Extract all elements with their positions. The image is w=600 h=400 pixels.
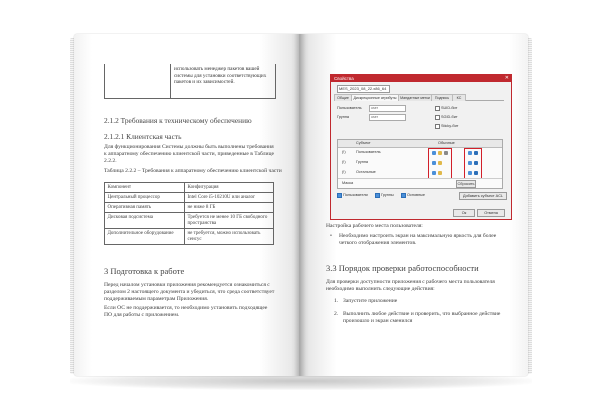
sgid-checkbox[interactable]	[435, 115, 440, 120]
subject-mark: (!)	[342, 170, 346, 174]
table-caption: Таблица 2.2.2 – Требования к аппаратному обеспечению клиентской части	[104, 168, 282, 174]
ok-button[interactable]: Ок	[453, 209, 475, 217]
legend-users-label: Пользователи	[343, 192, 368, 197]
group-select[interactable]: user	[369, 114, 406, 121]
table-cell: Требуется не менее 10 ГБ свободного пространства	[185, 213, 274, 229]
list-item	[334, 311, 510, 325]
add-acl-subject-button[interactable]: Добавить субъект ACL	[459, 192, 507, 200]
grid-row-mask	[338, 178, 502, 188]
step-number: 2.	[334, 310, 339, 317]
tab-discretionary[interactable]: Дискреционные атрибуты	[351, 94, 399, 101]
subject-name: Группа	[356, 160, 369, 164]
top-box-left-cell	[104, 64, 171, 99]
legend-main-label: Основные	[407, 192, 426, 197]
path-field[interactable]: MES_2023_08_22.x86_64	[337, 85, 390, 93]
subject-mark: (!)	[342, 160, 346, 164]
subject-name: Пользователь	[356, 150, 381, 154]
owner-select[interactable]: user	[369, 105, 406, 112]
suid-label: SUID-бит	[441, 105, 458, 110]
tab-mandatory[interactable]: Мандатные метки	[398, 94, 432, 101]
table-cell: не ниже 8 ГБ	[185, 203, 274, 213]
list-item-text: Запустите приложение	[343, 298, 398, 304]
close-icon[interactable]: ✕	[504, 75, 509, 81]
grid-header-subject: Субъект	[356, 141, 371, 145]
table-cell: Дисковая подсистема	[105, 213, 185, 229]
requirements-table	[104, 182, 274, 245]
sgid-label: SGID-бит	[441, 114, 458, 119]
table-header-cell: Компонент	[105, 183, 185, 193]
book-spine	[294, 34, 306, 376]
table-row	[105, 213, 274, 229]
group-label: Группа	[337, 115, 350, 119]
table-row	[105, 203, 274, 213]
highlight-acl-column	[464, 148, 482, 179]
reset-button[interactable]: Сбросить	[457, 181, 475, 186]
dialog-title-bar	[331, 75, 511, 82]
table-row	[105, 193, 274, 203]
list-item	[334, 298, 510, 305]
list-item	[330, 233, 510, 247]
subject-name: Остальные	[356, 170, 376, 174]
legend-groups-icon	[375, 193, 380, 198]
heading-3: 3 Подготовка к работе	[104, 266, 185, 276]
sticky-label: Sticky-бит	[441, 123, 459, 128]
table-header-row	[105, 183, 274, 193]
grid-header	[338, 140, 502, 148]
permissions-grid	[337, 139, 503, 189]
table-row	[105, 229, 274, 245]
list-item-text: Выполнить любое действие и проверить, что выбранное действие произошло и экран сменился	[343, 310, 501, 324]
figure-caption: Настройка рабочего места пользователя:	[326, 223, 423, 229]
legend-groups-label: Группы	[381, 192, 394, 197]
grid-header-regular: Обычные	[438, 141, 455, 145]
suid-checkbox[interactable]	[435, 106, 440, 111]
steps-list	[334, 298, 510, 325]
tab-ks[interactable]: КС	[452, 94, 466, 101]
mask-label: Маска	[342, 181, 354, 185]
dialog-title: Свойства	[334, 76, 354, 81]
tab-signature[interactable]: Подпись	[431, 94, 453, 101]
prep-paragraph-1: Перед началом установки приложения рекомендуется ознакомиться с разделом 2 настоящего документа и убедиться, что среда соответствует поддерживаемым параметрам Приложения.	[104, 282, 275, 302]
prep-paragraph-2: Если ОС не поддерживается, то необходимо установить подходящее ПО для работы с приложением.	[104, 305, 268, 318]
table-cell: Intel Core i5-10210U или аналог	[185, 193, 274, 203]
top-box-text: использовать менеджер пакетов вашей системы для установки соответствующих пакетов и их зависимостей.	[174, 66, 267, 85]
list-item-text: Необходимо настроить экран на максимальную яркость для более четкого отображения элементов.	[339, 233, 497, 246]
check-paragraph: Для проверки доступности приложения с рабочего места пользователя необходимо выполнить следующие действия:	[326, 279, 495, 292]
client-paragraph: Для функционирования Системы должны быть выполнены требования к аппаратному обеспечению клиентской части, приведенные в Таблице 2.2.2.	[104, 144, 274, 164]
bullet-list	[330, 233, 510, 247]
heading-2-1-2-1: 2.1.2.1 Клиентская часть	[104, 132, 182, 141]
properties-dialog	[330, 74, 512, 220]
step-number: 1.	[334, 298, 339, 304]
subject-mark: (!)	[342, 150, 346, 154]
tab-bar	[334, 94, 504, 101]
legend-main-icon	[401, 193, 406, 198]
table-cell: не требуется, можно использовать сенсус	[185, 229, 274, 245]
heading-2-1-2: 2.1.2 Требования к техническому обеспечению	[104, 116, 252, 125]
heading-3-3: 3.3 Порядок проверки работоспособности	[326, 263, 479, 273]
table-header-cell: Конфигурация	[185, 183, 274, 193]
table-cell: Центральный процессор	[105, 193, 185, 203]
tab-general[interactable]: Общие	[334, 94, 352, 101]
cancel-button[interactable]: Отмена	[477, 209, 505, 217]
sticky-checkbox[interactable]	[435, 124, 440, 129]
owner-label: Пользователь	[337, 106, 362, 110]
table-cell: Дополнительное оборудование	[105, 229, 185, 245]
legend-users-icon	[337, 193, 342, 198]
bullet-icon: •	[330, 233, 332, 239]
table-cell: Оперативная память	[105, 203, 185, 213]
highlight-regular-column	[428, 148, 452, 179]
